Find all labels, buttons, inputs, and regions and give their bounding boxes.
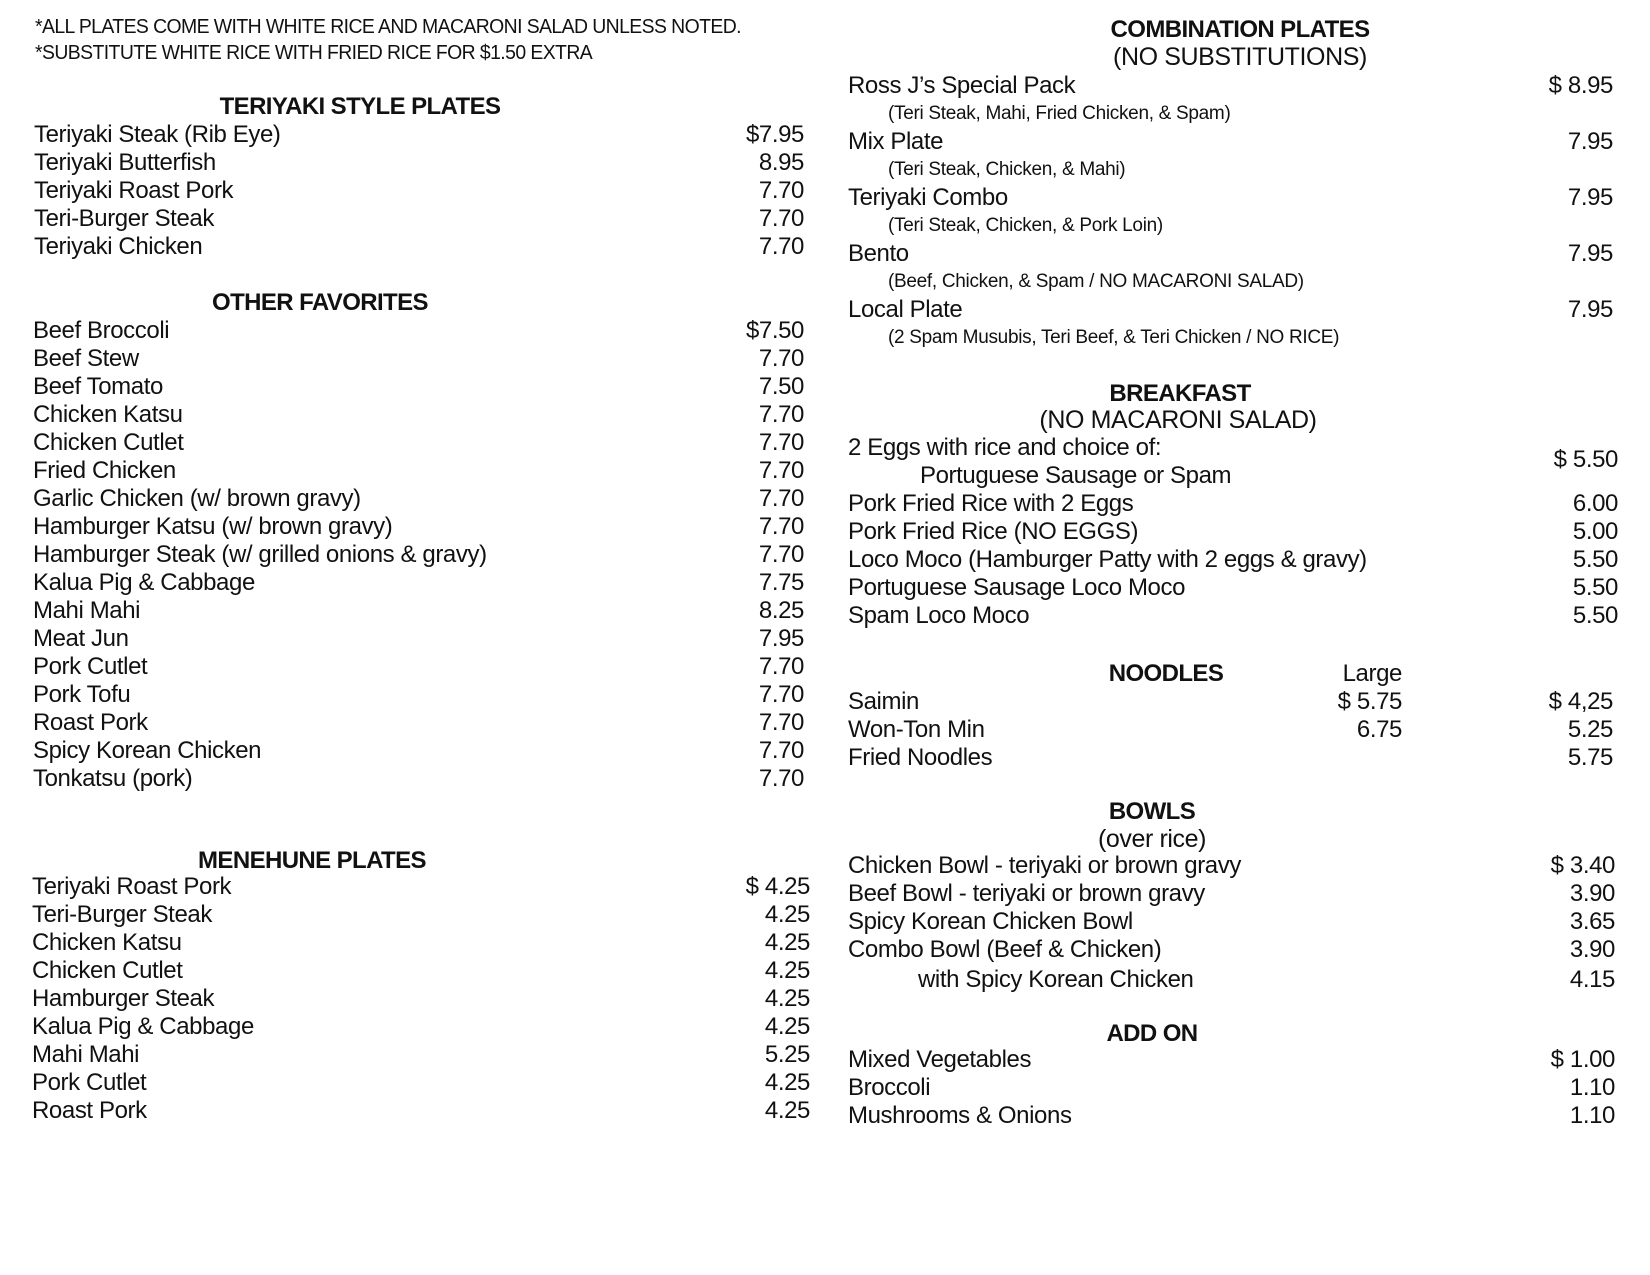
menu-item [848, 744, 1613, 772]
item-name: Mahi Mahi [33, 597, 141, 624]
menu-item [848, 1074, 1615, 1102]
menu-item [33, 317, 804, 345]
item-name: Spicy Korean Chicken [33, 737, 262, 764]
item-name: Bento [848, 240, 909, 267]
item-name: Teriyaki Butterfish [34, 149, 216, 176]
item-name: Won-Ton Min [848, 716, 985, 743]
item-name: Kalua Pig & Cabbage [32, 1013, 254, 1040]
item-name: Fried Noodles [848, 744, 993, 771]
menu-item [33, 709, 804, 737]
item-name: Meat Jun [33, 625, 129, 652]
item-price: 7.70 [758, 429, 804, 456]
item-name: Teriyaki Combo [848, 184, 1008, 211]
menu-item [34, 149, 804, 177]
menu-item [848, 966, 1615, 994]
item-name: Garlic Chicken (w/ brown gravy) [33, 485, 361, 512]
item-name: 2 Eggs with rice and choice of: [848, 434, 1162, 461]
item-price: 4.15 [1569, 966, 1615, 993]
menu-item [33, 345, 804, 373]
item-name: Teriyaki Steak (Rib Eye) [34, 121, 281, 148]
item-name: Roast Pork [33, 709, 148, 736]
menu-item [33, 597, 804, 625]
section-title-bowls: BOWLS [1108, 798, 1196, 825]
menu-item [32, 1041, 810, 1069]
item-price: 5.50 [1572, 602, 1618, 629]
section-subtitle-no-macaroni-salad: (NO MACARONI SALAD) [1039, 406, 1317, 434]
item-price: 7.70 [758, 709, 804, 736]
item-name: Mahi Mahi [32, 1041, 140, 1068]
item-name: Chicken Katsu [33, 401, 183, 428]
add-on-list [848, 1046, 1615, 1130]
item-price: 7.95 [1567, 296, 1613, 323]
menu-item [848, 518, 1618, 546]
menu-item [848, 184, 1613, 212]
menu-item [848, 936, 1615, 964]
item-price-large: 6.75 [1356, 716, 1402, 743]
item-name: Spicy Korean Chicken Bowl [848, 908, 1133, 935]
item-price: 7.95 [1567, 184, 1613, 211]
item-price: $7.50 [745, 317, 804, 344]
item-name: Roast Pork [32, 1097, 147, 1124]
menehune-plates-list [32, 873, 810, 1125]
menu-item [848, 852, 1615, 880]
section-title-teriyaki-style-plates: TERIYAKI STYLE PLATES [219, 93, 501, 120]
item-price: 7.95 [758, 625, 804, 652]
section-subtitle-no-substitutions: (NO SUBSTITUTIONS) [1113, 43, 1367, 71]
item-name: Chicken Cutlet [33, 429, 184, 456]
menu-item [33, 681, 804, 709]
item-price: $ 1.00 [1550, 1046, 1615, 1073]
item-name: Mushrooms & Onions [848, 1102, 1072, 1129]
large-column-label: Large [1342, 660, 1402, 687]
item-name: Beef Tomato [33, 373, 163, 400]
item-name: Spam Loco Moco [848, 602, 1030, 629]
item-name: Teriyaki Roast Pork [34, 177, 234, 204]
item-price: 3.90 [1569, 936, 1615, 963]
item-name: Beef Stew [33, 345, 139, 372]
bowls-list [848, 852, 1615, 994]
menu-item [33, 653, 804, 681]
item-price: 7.50 [758, 373, 804, 400]
item-name: Pork Fried Rice with 2 Eggs [848, 490, 1134, 517]
menu-item [34, 233, 804, 261]
item-price-large: $ 5.75 [1337, 688, 1402, 715]
item-price: 7.70 [758, 345, 804, 372]
menu-item [34, 205, 804, 233]
menu-item [848, 1046, 1615, 1074]
item-name: Portuguese Sausage Loco Moco [848, 574, 1186, 601]
item-name: with Spicy Korean Chicken [918, 966, 1194, 993]
item-price: 7.70 [758, 457, 804, 484]
item-name: Local Plate [848, 296, 963, 323]
item-name: Beef Bowl - teriyaki or brown gravy [848, 880, 1205, 907]
item-price: $ 4.25 [745, 873, 810, 900]
item-description: (2 Spam Musubis, Teri Beef, & Teri Chicken / NO RICE) [888, 327, 1340, 348]
item-name: Mixed Vegetables [848, 1046, 1032, 1073]
combination-plates-list [848, 72, 1613, 352]
item-price: 4.25 [764, 985, 810, 1012]
menu-item [33, 429, 804, 457]
menu-item [32, 1069, 810, 1097]
teriyaki-style-plates-list [34, 121, 804, 261]
item-price: 4.25 [764, 1069, 810, 1096]
menu-item [32, 1013, 810, 1041]
menu-item [33, 765, 804, 793]
item-name: Teriyaki Chicken [34, 233, 203, 260]
item-price: 5.75 [1567, 744, 1613, 771]
item-name: Pork Cutlet [32, 1069, 147, 1096]
item-price: 6.00 [1572, 490, 1618, 517]
menu-item [848, 296, 1613, 324]
menu-item [32, 957, 810, 985]
item-name: Kalua Pig & Cabbage [33, 569, 255, 596]
item-name: Mix Plate [848, 128, 944, 155]
menu-item [848, 128, 1613, 156]
item-price: 4.25 [764, 1097, 810, 1124]
item-name: Saimin [848, 688, 919, 715]
menu-item [848, 688, 1613, 716]
item-price: 7.70 [758, 653, 804, 680]
item-name: Chicken Katsu [32, 929, 182, 956]
item-price: $ 8.95 [1548, 72, 1613, 99]
menu-item [32, 901, 810, 929]
section-title-breakfast: BREAKFAST [1109, 380, 1251, 407]
item-name: Broccoli [848, 1074, 931, 1101]
item-name: Pork Fried Rice (NO EGGS) [848, 518, 1139, 545]
item-price: 7.70 [758, 205, 804, 232]
item-price: 5.25 [1567, 716, 1613, 743]
item-description: (Teri Steak, Mahi, Fried Chicken, & Spam) [888, 103, 1231, 124]
menu-item [34, 121, 804, 149]
menu-item [848, 1102, 1615, 1130]
menu-item [848, 490, 1618, 518]
item-price: 7.95 [1567, 240, 1613, 267]
item-price: 3.90 [1569, 880, 1615, 907]
item-price: $ 5.50 [1553, 446, 1618, 473]
menu-item [33, 373, 804, 401]
menu-item [848, 240, 1613, 268]
menu-item [32, 985, 810, 1013]
item-price: 5.50 [1572, 574, 1618, 601]
item-name: Loco Moco (Hamburger Patty with 2 eggs & gravy) [848, 546, 1367, 573]
item-name: Pork Tofu [33, 681, 131, 708]
menu-item [33, 541, 804, 569]
item-name: Hamburger Steak (w/ grilled onions & gravy) [33, 541, 487, 568]
item-name: Beef Broccoli [33, 317, 170, 344]
item-price: $ 4,25 [1548, 688, 1613, 715]
item-name: Teri-Burger Steak [34, 205, 214, 232]
item-name: Ross J’s Special Pack [848, 72, 1076, 99]
item-price: 3.65 [1569, 908, 1615, 935]
menu-item [848, 908, 1615, 936]
menu-item [848, 574, 1618, 602]
menu-item [33, 457, 804, 485]
menu-item [33, 625, 804, 653]
item-description: (Beef, Chicken, & Spam / NO MACARONI SALAD) [888, 271, 1304, 292]
item-price: 7.70 [758, 233, 804, 260]
item-price: 7.70 [758, 737, 804, 764]
menu-item [33, 401, 804, 429]
item-price: 1.10 [1569, 1074, 1615, 1101]
item-name: Hamburger Steak [32, 985, 215, 1012]
menu-item [848, 434, 1618, 473]
menu-item [34, 177, 804, 205]
item-price: 4.25 [764, 929, 810, 956]
item-price: 5.00 [1572, 518, 1618, 545]
section-title-add-on: ADD ON [1106, 1020, 1198, 1047]
section-title-noodles: NOODLES [1108, 660, 1224, 687]
item-price: $7.95 [745, 121, 804, 148]
item-price: 4.25 [764, 901, 810, 928]
menu-item [848, 880, 1615, 908]
section-title-other-favorites: OTHER FAVORITES [212, 289, 428, 316]
note-rice-macaroni: *ALL PLATES COME WITH WHITE RICE AND MACARONI SALAD UNLESS NOTED. [35, 16, 741, 38]
item-price: 7.70 [758, 485, 804, 512]
menu-item [848, 602, 1618, 630]
item-price: 7.70 [758, 765, 804, 792]
item-price: 7.70 [758, 401, 804, 428]
item-name: Fried Chicken [33, 457, 176, 484]
section-title-combination-plates: COMBINATION PLATES [1110, 16, 1370, 43]
item-price: 8.25 [758, 597, 804, 624]
item-price: $ 3.40 [1550, 852, 1615, 879]
note-fried-rice-substitute: *SUBSTITUTE WHITE RICE WITH FRIED RICE FOR $1.50 EXTRA [35, 42, 593, 64]
item-price: 7.95 [1567, 128, 1613, 155]
item-price: 5.50 [1572, 546, 1618, 573]
item-price: 7.75 [758, 569, 804, 596]
item-name: Combo Bowl (Beef & Chicken) [848, 936, 1162, 963]
item-sub-option: Portuguese Sausage or Spam [920, 462, 1232, 489]
item-price: 8.95 [758, 149, 804, 176]
item-name: Chicken Bowl - teriyaki or brown gravy [848, 852, 1241, 879]
menu-item [33, 485, 804, 513]
item-price: 7.70 [758, 513, 804, 540]
item-name: Tonkatsu (pork) [33, 765, 193, 792]
item-price: 4.25 [764, 957, 810, 984]
item-name: Chicken Cutlet [32, 957, 183, 984]
item-description: (Teri Steak, Chicken, & Mahi) [888, 159, 1126, 180]
menu-item [33, 569, 804, 597]
menu-item [848, 546, 1618, 574]
menu-item [848, 716, 1613, 744]
section-subtitle-over-rice: (over rice) [1097, 825, 1207, 853]
menu-item [32, 873, 810, 901]
item-name: Pork Cutlet [33, 653, 148, 680]
menu-item [33, 513, 804, 541]
breakfast-list [848, 434, 1618, 630]
noodles-list [848, 688, 1613, 772]
item-price: 7.70 [758, 177, 804, 204]
item-name: Teri-Burger Steak [32, 901, 212, 928]
menu-item [32, 1097, 810, 1125]
other-favorites-list [33, 317, 804, 793]
item-price: 4.25 [764, 1013, 810, 1040]
item-description: (Teri Steak, Chicken, & Pork Loin) [888, 215, 1163, 236]
menu-item [32, 929, 810, 957]
section-title-menehune-plates: MENEHUNE PLATES [198, 847, 426, 874]
item-name: Teriyaki Roast Pork [32, 873, 232, 900]
menu-item [848, 72, 1613, 100]
item-price: 5.25 [764, 1041, 810, 1068]
menu-item [33, 737, 804, 765]
item-name: Hamburger Katsu (w/ brown gravy) [33, 513, 393, 540]
item-price: 7.70 [758, 541, 804, 568]
item-price: 7.70 [758, 681, 804, 708]
item-price: 1.10 [1569, 1102, 1615, 1129]
